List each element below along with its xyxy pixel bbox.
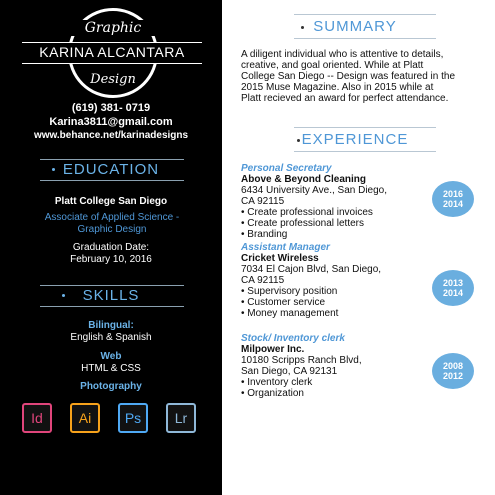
skill-label-photography: Photography	[80, 381, 142, 392]
education-rule-bottom	[40, 180, 184, 181]
resume-name: KARINA ALCANTARA	[22, 42, 202, 64]
job-bullet: • Create professional invoices	[241, 207, 431, 218]
skill-value-bilingual: English & Spanish	[70, 332, 152, 343]
job-address-line2: San Diego, CA 92131	[241, 366, 338, 377]
experience-heading: EXPERIENCE	[301, 131, 409, 148]
job-bullet: • Create professional letters	[241, 218, 431, 229]
skill-value-web: HTML & CSS	[81, 363, 141, 374]
job-company: Above & Beyond Cleaning	[241, 174, 367, 185]
skill-label-bilingual: Bilingual:	[88, 320, 134, 331]
job-entry	[241, 163, 431, 240]
education-heading: EDUCATION	[62, 161, 160, 178]
job-entry	[241, 242, 431, 319]
contact-phone: (619) 381- 0719	[71, 102, 151, 114]
year-end: 2008	[442, 361, 464, 371]
photoshop-icon: Ps	[118, 403, 148, 433]
education-graduation	[0, 242, 222, 266]
job-bullet-list	[241, 377, 431, 399]
logo-bottom-script: Design	[90, 72, 136, 87]
year-start: 2014	[442, 288, 464, 298]
lightroom-icon: Lr	[166, 403, 196, 433]
job-title: Assistant Manager	[241, 242, 330, 253]
skill-label-web: Web	[100, 351, 122, 362]
job-bullet: • Organization	[241, 388, 431, 399]
year-start: 2012	[442, 371, 464, 381]
year-bubble	[432, 353, 474, 389]
job-address-line2: CA 92115	[241, 275, 285, 286]
left-panel	[0, 0, 222, 495]
job-company: Milpower Inc.	[241, 344, 305, 355]
graduation-label: Graduation Date:	[72, 242, 150, 253]
job-address-line1: 10180 Scripps Ranch Blvd,	[241, 355, 362, 366]
job-entry	[241, 333, 431, 399]
job-bullet-list	[241, 286, 431, 319]
indesign-icon: Id	[22, 403, 52, 433]
education-degree: Associate of Applied Science - Graphic Design	[44, 212, 180, 235]
logo-top-script: Graphic	[58, 20, 168, 36]
job-bullet: • Inventory clerk	[241, 377, 431, 388]
contact-website[interactable]: www.behance.net/karinadesigns	[33, 130, 189, 141]
job-bullet: • Customer service	[241, 297, 431, 308]
summary-heading: SUMMARY	[313, 18, 397, 35]
summary-text: A diligent individual who is attentive to details, creative, and goal oriented. While at Platt College San Diego -- Design was featured in the 2015 Muse Magazine. Also in 2015 while at Platt recieved an award for perfect attendance.	[241, 49, 456, 104]
experience-rule-bottom	[294, 151, 436, 152]
job-bullet-list	[241, 207, 431, 240]
job-address-line1: 7034 El Cajon Blvd, San Diego,	[241, 264, 382, 275]
job-company: Cricket Wireless	[241, 253, 319, 264]
job-address-line2: CA 92115	[241, 196, 285, 207]
education-school: Platt College San Diego	[54, 196, 168, 207]
summary-rule-bottom	[294, 38, 436, 39]
education-rule-top	[40, 159, 184, 160]
year-bubble	[432, 270, 474, 306]
year-end: 2016	[442, 189, 464, 199]
job-bullet: • Supervisory position	[241, 286, 431, 297]
experience-rule-top	[294, 127, 436, 128]
job-title: Stock/ Inventory clerk	[241, 333, 345, 344]
year-bubble	[432, 181, 474, 217]
summary-rule-top	[294, 14, 436, 15]
skills-rule-bottom	[40, 306, 184, 307]
contact-email[interactable]: Karina3811@gmail.com	[49, 116, 173, 128]
illustrator-icon: Ai	[70, 403, 100, 433]
job-address-line1: 6434 University Ave., San Diego,	[241, 185, 388, 196]
skills-heading: SKILLS	[82, 287, 140, 304]
job-title: Personal Secretary	[241, 163, 332, 174]
year-start: 2014	[442, 199, 464, 209]
year-end: 2013	[442, 278, 464, 288]
job-bullet: • Money management	[241, 308, 431, 319]
graduation-date: February 10, 2016	[70, 254, 152, 265]
job-bullet: • Branding	[241, 229, 431, 240]
skills-rule-top	[40, 285, 184, 286]
